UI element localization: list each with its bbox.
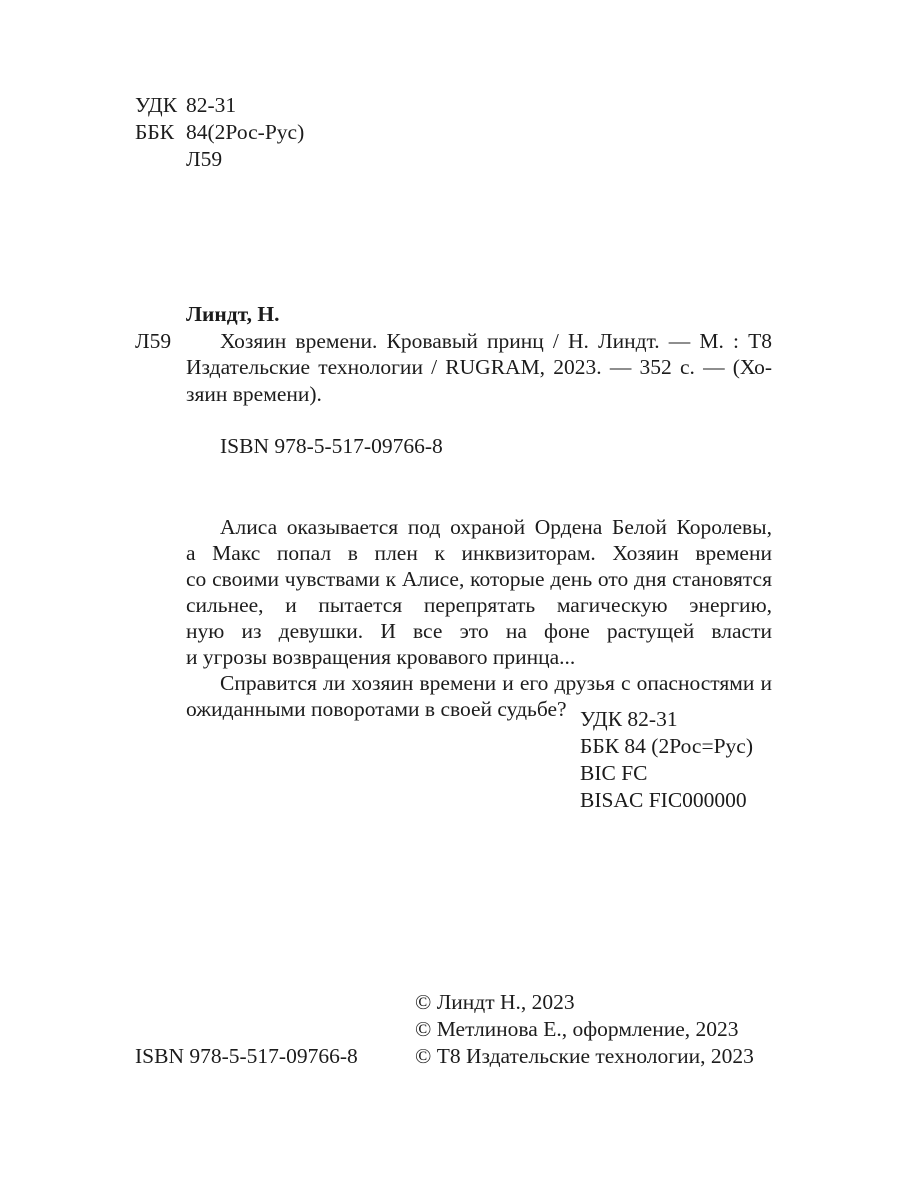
annotation-line: сильнее, и пытается перепрятать магическую энергию,	[186, 593, 772, 617]
catalog-author-sign: Л59	[135, 329, 172, 353]
catalog-line: зяин времени).	[186, 382, 322, 406]
annotation-line: ожиданными поворотами в своей судьбе?	[186, 697, 567, 721]
footer-isbn: ISBN 978-5-517-09766-8	[135, 1044, 358, 1068]
copyright-publisher: © Т8 Издательские технологии, 2023	[415, 1044, 754, 1068]
catalog-line: Издательские технологии / RUGRAM, 2023. — 352 с. — (Хо-	[186, 355, 772, 379]
author-sign: Л59	[186, 147, 223, 171]
annotation-line: а Макс попал в плен к инквизиторам. Хозяин времени	[186, 541, 772, 565]
classification-bic: BIC FC	[580, 761, 648, 785]
catalog-author: Линдт, Н.	[186, 302, 280, 326]
annotation-line: ную из девушки. И все это на фоне растущей власти	[186, 619, 772, 643]
udk-value: 82-31	[186, 93, 237, 117]
annotation-line: Алиса оказывается под охраной Ордена Белой Королевы,	[220, 515, 772, 539]
bbk-label: ББК	[135, 120, 175, 144]
copyright-design: © Метлинова Е., оформление, 2023	[415, 1017, 739, 1041]
annotation-line: со своими чувствами к Алисе, которые день ото дня становятся	[186, 567, 772, 591]
annotation-line: Справится ли хозяин времени и его друзья с опасностями и	[220, 671, 772, 695]
classification-bbk: ББК 84 (2Рос=Рус)	[580, 734, 753, 758]
catalog-isbn: ISBN 978-5-517-09766-8	[220, 434, 443, 458]
copyright-author: © Линдт Н., 2023	[415, 990, 575, 1014]
udk-label: УДК	[135, 93, 178, 117]
bbk-value: 84(2Рос-Рус)	[186, 120, 305, 144]
annotation-line: и угрозы возвращения кровавого принца...	[186, 645, 576, 669]
catalog-line: Хозяин времени. Кровавый принц / Н. Линдт. — М. : Т8	[220, 329, 772, 353]
classification-udk: УДК 82-31	[580, 707, 678, 731]
classification-bisac: BISAC FIC000000	[580, 788, 747, 812]
